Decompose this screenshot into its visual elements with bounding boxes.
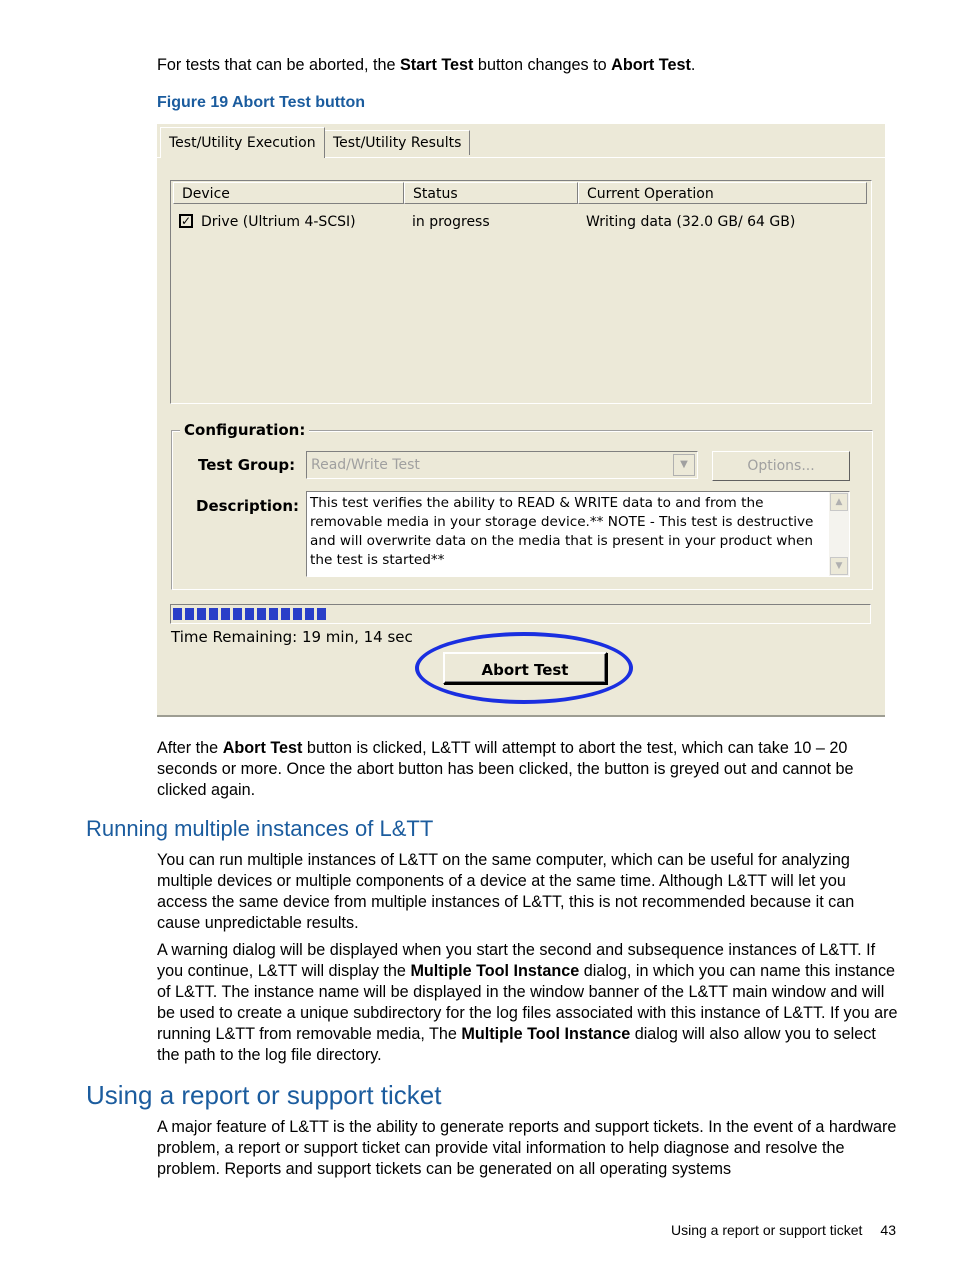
section1-p2-text-3: dialog will also allow you to select the path to the log file directory. [157, 1025, 876, 1064]
section2-paragraph-1: A major feature of L&TT is the ability to generate reports and support tickets. In the event of a hardware problem, a report or support ticket can provide vital information to help diagnose and resolve the problem. Reports and support tickets can be generated on all operating systems [157, 1118, 897, 1178]
options-button[interactable]: Options... [712, 451, 850, 481]
section1-paragraph-2 [157, 940, 899, 1066]
column-status[interactable]: Status [404, 182, 578, 204]
figure-caption: Figure 19 Abort Test button [157, 94, 365, 111]
tab-test-utility-results[interactable]: Test/Utility Results [324, 130, 470, 155]
page-footer [653, 1222, 896, 1238]
after-abort-test: Abort Test [222, 739, 303, 757]
after-text: After the [157, 739, 223, 757]
abort-test-screenshot [157, 124, 885, 717]
test-group-value: Read/Write Test [311, 457, 420, 473]
column-device[interactable]: Device [173, 182, 404, 204]
section1-paragraph-1: You can run multiple instances of L&TT on the same computer, which can be useful for analyzing multiple devices or multiple components of a device at the same time. Although L&TT will let you access the same device from multiple instances of L&TT, this is not recommended because it can cause unpredictable results. [157, 851, 855, 932]
intro-paragraph [157, 55, 899, 76]
section1-p2-bold-1: Multiple Tool Instance [410, 962, 580, 980]
test-group-label: Test Group: [198, 456, 296, 474]
table-row[interactable] [171, 211, 871, 233]
after-paragraph [157, 738, 899, 801]
intro-text-3: . [690, 56, 696, 74]
footer-title: Using a report or support ticket [671, 1222, 863, 1238]
page-number: 43 [880, 1222, 896, 1238]
configuration-group [171, 421, 873, 590]
description-scrollbar[interactable] [829, 492, 849, 576]
section1-p2-text-1: A warning dialog will be displayed when you start the second and subsequence instances of L&TT. If you continue, L&TT will display the [157, 941, 876, 980]
list-header [173, 182, 867, 206]
progress-bar [170, 604, 871, 624]
tab-strip [157, 124, 885, 158]
section-heading-report-ticket: Using a report or support ticket [86, 1080, 442, 1110]
description-text: This test verifies the ability to READ & WRITE data to and from the removable media in your storage device.** NOTE - This test is destructive and will overwrite data on the media that is present in your product when the test is started** [310, 495, 814, 568]
device-operation: Writing data (32.0 GB/ 64 GB) [586, 214, 796, 230]
after-text-2: button is clicked, L&TT will attempt to abort the test, which can take 10 – 20 seconds or more. Once the abort button has been clicked, the button is greyed out and cannot be clicked again. [157, 739, 854, 799]
intro-abort-test: Abort Test [611, 56, 691, 74]
intro-text: For tests that can be aborted, the [157, 56, 400, 74]
time-remaining: Time Remaining: 19 min, 14 sec [171, 628, 413, 646]
column-current-operation[interactable]: Current Operation [578, 182, 867, 204]
progress-fill [173, 608, 326, 620]
scroll-down-icon[interactable]: ▼ [830, 557, 848, 575]
section1-p2-bold-2: Multiple Tool Instance [461, 1025, 631, 1043]
device-checkbox[interactable]: ✓ [181, 214, 192, 228]
description-box[interactable] [306, 491, 850, 577]
tab-test-utility-execution[interactable]: Test/Utility Execution [160, 127, 325, 158]
abort-test-button[interactable]: Abort Test [443, 652, 607, 684]
section1-p2-text-2: dialog, in which you can name this instance of L&TT. The instance name will be displayed in the window banner of the L&TT main window and will be used to create a unique subdirectory for the log files associated with this instance of L&TT. If you are running L&TT from removable media, The [157, 962, 898, 1043]
configuration-title: Configuration: [180, 421, 309, 439]
intro-start-test: Start Test [399, 56, 474, 74]
intro-text-2: button changes to [473, 56, 612, 74]
device-status: in progress [412, 214, 490, 230]
chevron-down-icon[interactable]: ▼ [673, 454, 695, 476]
scroll-up-icon[interactable]: ▲ [830, 493, 848, 511]
test-group-select[interactable] [306, 451, 698, 479]
device-name: Drive (Ultrium 4-SCSI) [201, 214, 356, 230]
description-label: Description: [196, 497, 300, 515]
device-list[interactable] [170, 180, 872, 404]
section-heading-running-multiple: Running multiple instances of L&TT [86, 816, 434, 841]
